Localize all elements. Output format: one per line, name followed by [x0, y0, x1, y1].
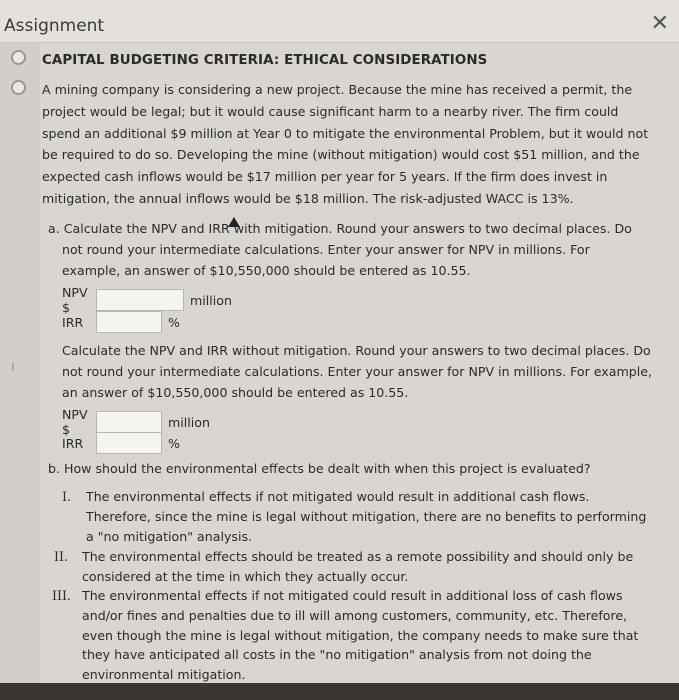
part-a-prompt — [48, 218, 648, 282]
option-text: The environmental effects if not mitigated would result in additional cash flows. Therefore, since the mine is legal without mitigation, there are no benefits to performing a "no mitigation" analysis. — [86, 489, 647, 544]
part-a-prompt-2: Calculate the NPV and IRR without mitigation. Round your answers to two decimal places. Do not round your intermediate calculations. Enter your answer for NPV in millions. For example, an answer of $10,550,000 should be entered as 10.55. — [62, 343, 652, 401]
question-body: A mining company is considering a new project. Because the mine has received a permit, the project would be legal; but it would cause significant harm to a nearby river. The firm could spend an additional $9 million at Year 0 to mitigate the environmental Problem, but it would not be required to do so. Developing the mine (without mitigation) would cost $51 million, and the expected cash inflows would be $17 million per year for 5 years. If the firm does invest in mitigation, the annual inflows would be $18 million. The risk-adjusted WACC is 13%. — [42, 82, 649, 206]
npv-unit: million — [168, 414, 210, 430]
irr-unit: % — [168, 314, 180, 330]
mouse-cursor-icon — [228, 217, 240, 227]
bottom-bar — [0, 683, 679, 700]
irr-label: IRR — [62, 314, 84, 330]
radio-button[interactable] — [11, 50, 26, 65]
npv-label: NPV $ — [62, 407, 88, 437]
irr-unit: % — [168, 435, 180, 451]
irr-with-row — [62, 311, 180, 333]
close-icon[interactable]: ✕ — [650, 11, 669, 36]
option-number: I. — [62, 489, 71, 504]
question-heading: CAPITAL BUDGETING CRITERIA: ETHICAL CONSIDERATIONS — [42, 53, 488, 68]
part-a-prompt-rest: not round your intermediate calculations. Enter your answer for NPV in millions. For example, an answer of $10,550,000 should be entered as 10.55. — [62, 242, 590, 279]
irr-label: IRR — [62, 435, 84, 451]
irr-without-row — [62, 432, 180, 454]
left-gutter — [0, 43, 40, 683]
option-number: III. — [52, 588, 71, 603]
npv-label: NPV $ — [62, 285, 88, 315]
window-title: Assignment — [4, 16, 105, 36]
option-number: II. — [54, 549, 68, 564]
option-ii[interactable] — [54, 547, 652, 587]
gutter-tick — [12, 363, 14, 371]
npv-with-mitigation-input[interactable] — [96, 289, 184, 311]
option-text: The environmental effects if not mitigated could result in additional loss of cash flows and/or fines and penalties due to ill will among customers, community, etc. Therefore, even though the mine is legal without mitigation, the company needs to make sure that they have anticipated all costs in the "no mitigation" analysis from not doing the environmental mitigation. — [82, 588, 639, 683]
part-a-prompt-line1: a. Calculate the NPV and IRR with mitigation. Round your answers to two decimal places. Do — [48, 221, 632, 236]
window-header — [0, 0, 679, 43]
irr-with-mitigation-input[interactable] — [96, 311, 162, 333]
option-iii[interactable] — [52, 586, 652, 685]
radio-button[interactable] — [11, 80, 26, 95]
npv-without-mitigation-input[interactable] — [96, 411, 162, 433]
option-i[interactable] — [62, 487, 652, 546]
irr-without-mitigation-input[interactable] — [96, 432, 162, 454]
part-b-prompt: b. How should the environmental effects be dealt with when this project is evaluated? — [48, 461, 591, 476]
npv-unit: million — [190, 292, 232, 308]
option-text: The environmental effects should be treated as a remote possibility and should only be considered at the time in which they actually occur. — [82, 549, 634, 584]
